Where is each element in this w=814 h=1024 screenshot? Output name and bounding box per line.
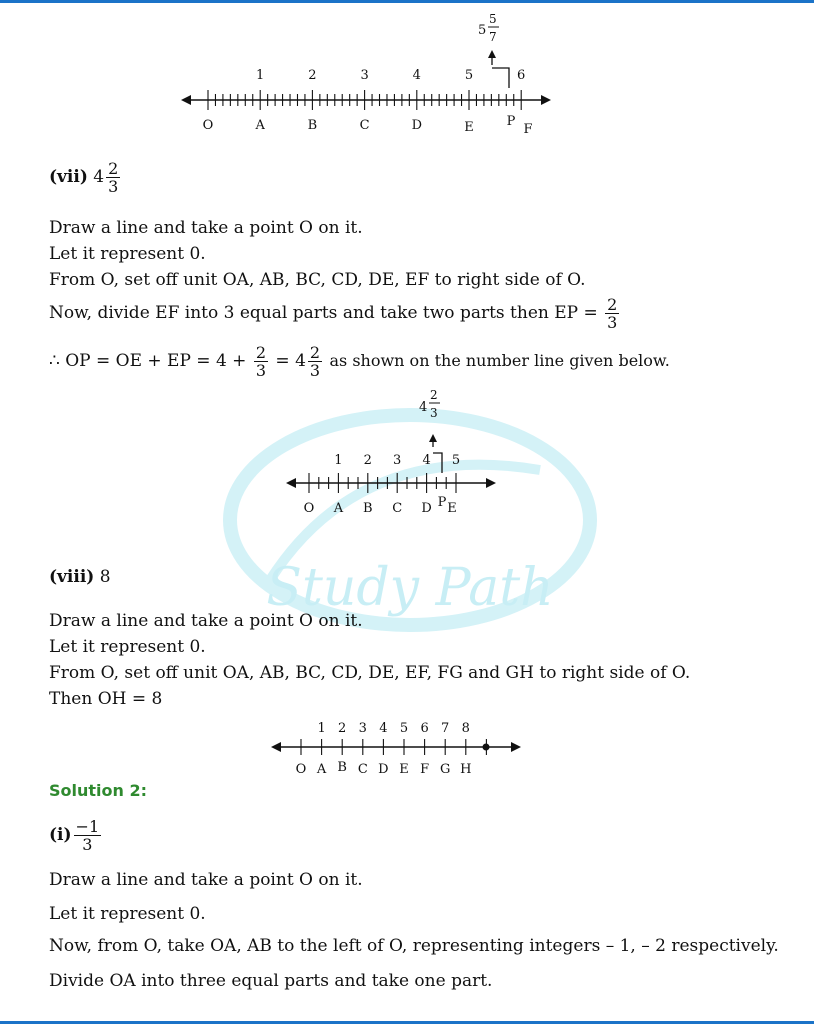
- point-h-dot: [483, 744, 490, 751]
- part-i-label: (i): [49, 825, 72, 845]
- part-viii-heading: [49, 566, 111, 588]
- nl2-marker-den: 3: [430, 406, 438, 420]
- part-viii-label: (viii): [49, 567, 95, 587]
- part-vii-whole: 4: [93, 167, 105, 187]
- point-label-F: F: [523, 122, 533, 137]
- solution-2-part-i: [49, 818, 103, 853]
- top-number-3: 3: [360, 68, 369, 83]
- point-label-P: P: [437, 495, 447, 510]
- point-label-E: E: [447, 501, 457, 516]
- solution-2-line-1: Draw a line and take a point O on it.: [49, 870, 363, 890]
- top-number-7: 7: [441, 721, 450, 736]
- point-label-D: D: [378, 762, 389, 777]
- point-label-O: O: [295, 762, 307, 777]
- top-number-6: 6: [517, 68, 526, 83]
- nl1-marker-whole: 5: [478, 23, 487, 38]
- point-label-A: A: [333, 501, 344, 516]
- point-label-H: H: [460, 762, 472, 777]
- solution-2-line-4: Divide OA into three equal parts and take one part.: [49, 971, 493, 991]
- top-number-3: 3: [393, 453, 402, 468]
- point-label-C: C: [392, 501, 403, 516]
- point-label-O: O: [202, 118, 214, 133]
- point-label-B: B: [363, 501, 373, 516]
- point-label-D: D: [411, 118, 423, 133]
- part-viii-line-1: Draw a line and take a point O on it.: [49, 611, 363, 631]
- top-number-5: 5: [451, 453, 461, 468]
- part-vii-label: (vii): [49, 167, 88, 187]
- point-label-A: A: [316, 762, 327, 777]
- number-line-3: [265, 715, 530, 780]
- top-number-2: 2: [338, 721, 347, 736]
- top-number-3: 3: [358, 721, 367, 736]
- nl1-marker-num: 5: [489, 12, 497, 26]
- top-number-5: 5: [399, 721, 409, 736]
- top-number-5: 5: [464, 68, 474, 83]
- top-number-4: 4: [422, 453, 431, 468]
- top-number-2: 2: [308, 68, 317, 83]
- top-number-6: 6: [420, 721, 429, 736]
- nl2-marker-num: 2: [430, 388, 438, 402]
- top-number-4: 4: [379, 721, 388, 736]
- part-vii-heading: [49, 160, 122, 195]
- top-number-1: 1: [334, 453, 343, 468]
- nl1-marker-den: 7: [489, 30, 497, 44]
- point-label-P: P: [506, 114, 516, 129]
- part-i-fraction: $\frac{-1}{3}$: [75, 817, 100, 854]
- point-label-E: E: [464, 120, 474, 135]
- number-line-2: [280, 385, 510, 520]
- part-viii-line-3: From O, set off unit OA, AB, BC, CD, DE, EF, FG and GH to right side of O.: [49, 663, 691, 683]
- part-viii-value: 8: [99, 567, 111, 587]
- watermark-text: Study Path: [266, 558, 554, 618]
- number-line-1: [175, 10, 565, 140]
- solution-2-line-3: Now, from O, take OA, AB to the left of O, representing integers – 1, – 2 respectively.: [49, 936, 779, 956]
- point-label-E: E: [399, 762, 409, 777]
- solution-2-line-2: Let it represent 0.: [49, 904, 206, 924]
- part-vii-line-3: From O, set off unit OA, AB, BC, CD, DE, EF to right side of O.: [49, 270, 586, 290]
- point-label-D: D: [421, 501, 432, 516]
- point-label-C: C: [359, 118, 370, 133]
- point-label-B: B: [337, 760, 347, 775]
- point-label-C: C: [357, 762, 368, 777]
- part-viii-line-4: Then OH = 8: [49, 689, 163, 709]
- point-label-G: G: [440, 762, 451, 777]
- part-viii-line-2: Let it represent 0.: [49, 637, 206, 657]
- point-label-A: A: [255, 118, 265, 133]
- top-number-4: 4: [412, 68, 421, 83]
- top-number-1: 1: [317, 721, 326, 736]
- top-accent-bar: [0, 0, 814, 3]
- top-number-1: 1: [256, 68, 265, 83]
- part-vii-divide-line: Now, divide EF into 3 equal parts and take two parts then EP = $\frac{2}{3}$: [49, 295, 618, 332]
- solution-2-title: Solution 2:: [49, 781, 148, 800]
- point-label-F: F: [420, 762, 430, 777]
- part-vii-fraction: $\frac{2}{3}$: [108, 159, 119, 196]
- nl2-marker-whole: 4: [419, 400, 428, 415]
- part-vii-equation: ∴ OP = OE + EP = 4 + $\frac{2}{3}$ = 4 $\frac{2}{3}$ as shown on the number line given below.: [49, 343, 670, 380]
- point-label-B: B: [307, 118, 318, 133]
- top-number-8: 8: [461, 721, 470, 736]
- ep-fraction: $\frac{2}{3}$: [607, 295, 618, 332]
- point-label-O: O: [303, 501, 315, 516]
- part-vii-line-1: Draw a line and take a point O on it.: [49, 218, 363, 238]
- top-number-2: 2: [363, 453, 372, 468]
- part-vii-line-2: Let it represent 0.: [49, 244, 206, 264]
